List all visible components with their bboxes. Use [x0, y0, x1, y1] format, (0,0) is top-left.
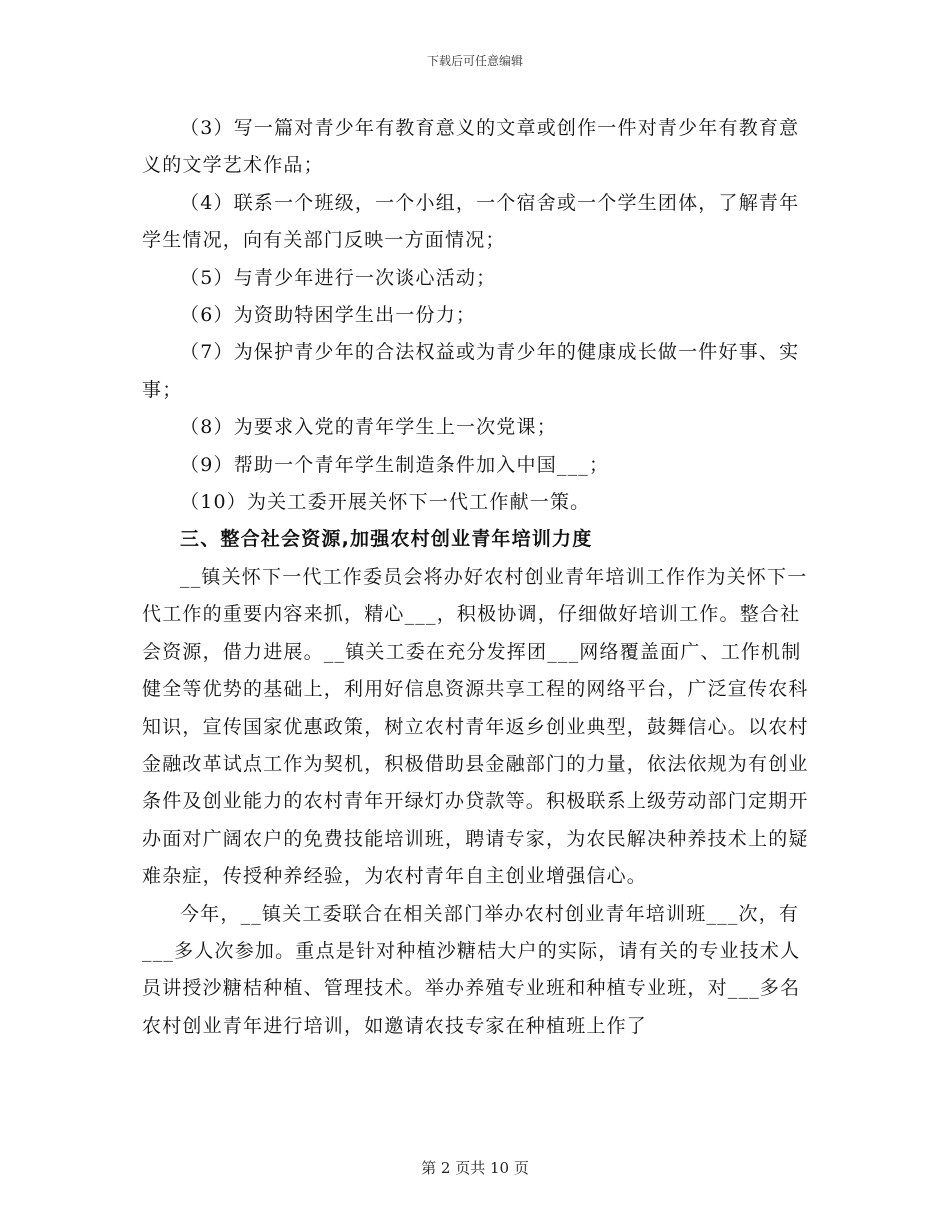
list-item: （4）联系一个班级，一个小组，一个宿舍或一个学生团体，了解青年学生情况，向有关部门反映一方面情况； — [142, 191, 800, 252]
list-item: （7）为保护青少年的合法权益或为青少年的健康成长做一件好事、实事； — [142, 341, 800, 401]
body-paragraph: 今年，__镇关工委联合在相关部门举办农村创业青年培训班___次，有___多人次参加。重点是针对种植沙糖桔大户的实际，请有关的专业技术人员讲授沙糖桔种植、管理技术。举办养殖专业班和种植专业班，对___多名农村创业青年进行培训，如邀请农技专家在种植班上作了 — [142, 902, 801, 1037]
document-body — [142, 110, 814, 1045]
list-item: （3）写一篇对青少年有教育意义的文章或创作一件对青少年有教育意义的文学艺术作品； — [142, 117, 800, 177]
list-item: （6）为资助特困学生出一份力； — [180, 304, 477, 327]
list-item: （10）为关工委开展关怀下一代工作献一策。 — [180, 491, 591, 514]
list-item: （5）与青少年进行一次谈心活动； — [180, 266, 497, 289]
section-heading: 三、整合社会资源,加强农村创业青年培训力度 — [180, 528, 593, 551]
list-item: （9）帮助一个青年学生制造条件加入中国___； — [180, 453, 610, 476]
page-header: 下载后可任意编辑 — [426, 54, 523, 68]
list-item: （8）为要求入党的青年学生上一次党课； — [180, 416, 557, 439]
page-footer: 第 2 页共 10 页 — [421, 1159, 529, 1177]
body-paragraph: __镇关怀下一代工作委员会将办好农村创业青年培训工作作为关怀下一代工作的重要内容来抓，精心___，积极协调，仔细做好培训工作。整合社会资源，借力进展。__镇关工委在充分发挥团___网络覆盖面广、工作机制健全等优势的基础上，利用好信息资源共享工程的网络平台，广泛宣传农科知识，宣传国家优惠政策，树立农村青年返乡创业典型，鼓舞信心。以农村金融改革试点工作为契机，积极借助县金融部门的力量，依法依规为有创业条件及创业能力的农村青年开绿灯办贷款等。积极联系上级劳动部门定期开办面对广阔农户的免费技能培训班，聘请专家，为农民解决种养技术上的疑难杂症，传授种养经验，为农村青年自主创业增强信心。 — [142, 565, 809, 888]
